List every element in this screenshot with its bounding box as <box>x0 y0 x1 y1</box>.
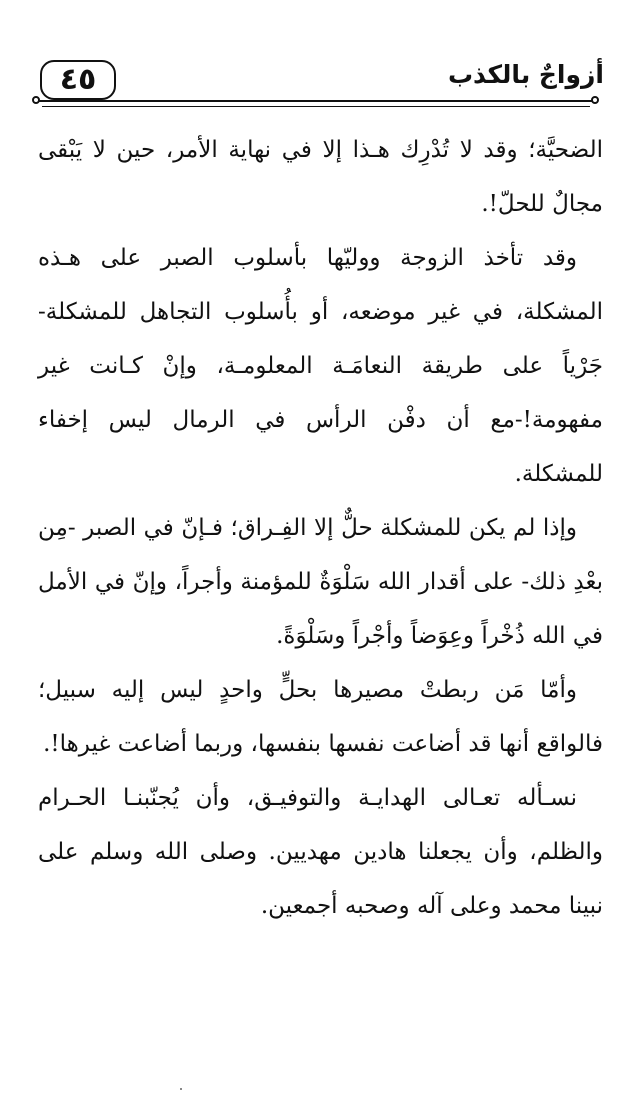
rule-ornament-left <box>32 96 40 104</box>
running-title: أزواجٌ بالكذب <box>447 60 604 89</box>
scan-speck <box>180 1088 182 1090</box>
paragraph: الضحيَّة؛ وقد لا تُدْرِك هـذا إلا في نهاية الأمر، حين لا يَبْقى مجالٌ للحلّ!. <box>38 137 603 217</box>
paragraph: وأمّا مَن ربطتْ مصيرها بحلٍّ واحدٍ ليس إليه سبيل؛ فالواقع أنها قد أضاعت نفسها بنفسها، وربما أضاعت غيرها!. <box>38 677 603 757</box>
header-rule-thin <box>42 106 590 107</box>
header-rule <box>38 100 594 102</box>
paragraph: نسـأله تعـالى الهدايـة والتوفيـق، وأن يُجنّبنـا الحـرام والظلم، وأن يجعلنا هادين مهديين. وصلى الله وسلم على نبينا محمد وعلى آله وصحبه أجمعين. <box>38 785 603 919</box>
rule-ornament-right <box>591 96 599 104</box>
page-body <box>38 123 603 933</box>
page-number: ٤٥ <box>40 60 116 100</box>
paragraph: وإذا لم يكن للمشكلة حلٌّ إلا الفِـراق؛ فـإنّ في الصبر -مِن بعْدِ ذلك- على أقدار الله سَلْوَةٌ للمؤمنة وأجراً، وإنّ في الأمل في الله ذُخْراً وعِوَضاً وأجْراً وسَلْوَةً. <box>38 515 603 649</box>
paragraph: وقد تأخذ الزوجة ووليّها بأسلوب الصبر على هـذه المشكلة، في غير موضعه، أو بأُسلوب التجاهل للمشكلة- جَرْياً على طريقة النعامَـة المعلومـة، وإنْ كـانت غير مفهومة!-مع أن دفْن الرأس في الرمال ليس إخفاء للمشكلة. <box>38 245 603 487</box>
page-header <box>30 58 604 104</box>
